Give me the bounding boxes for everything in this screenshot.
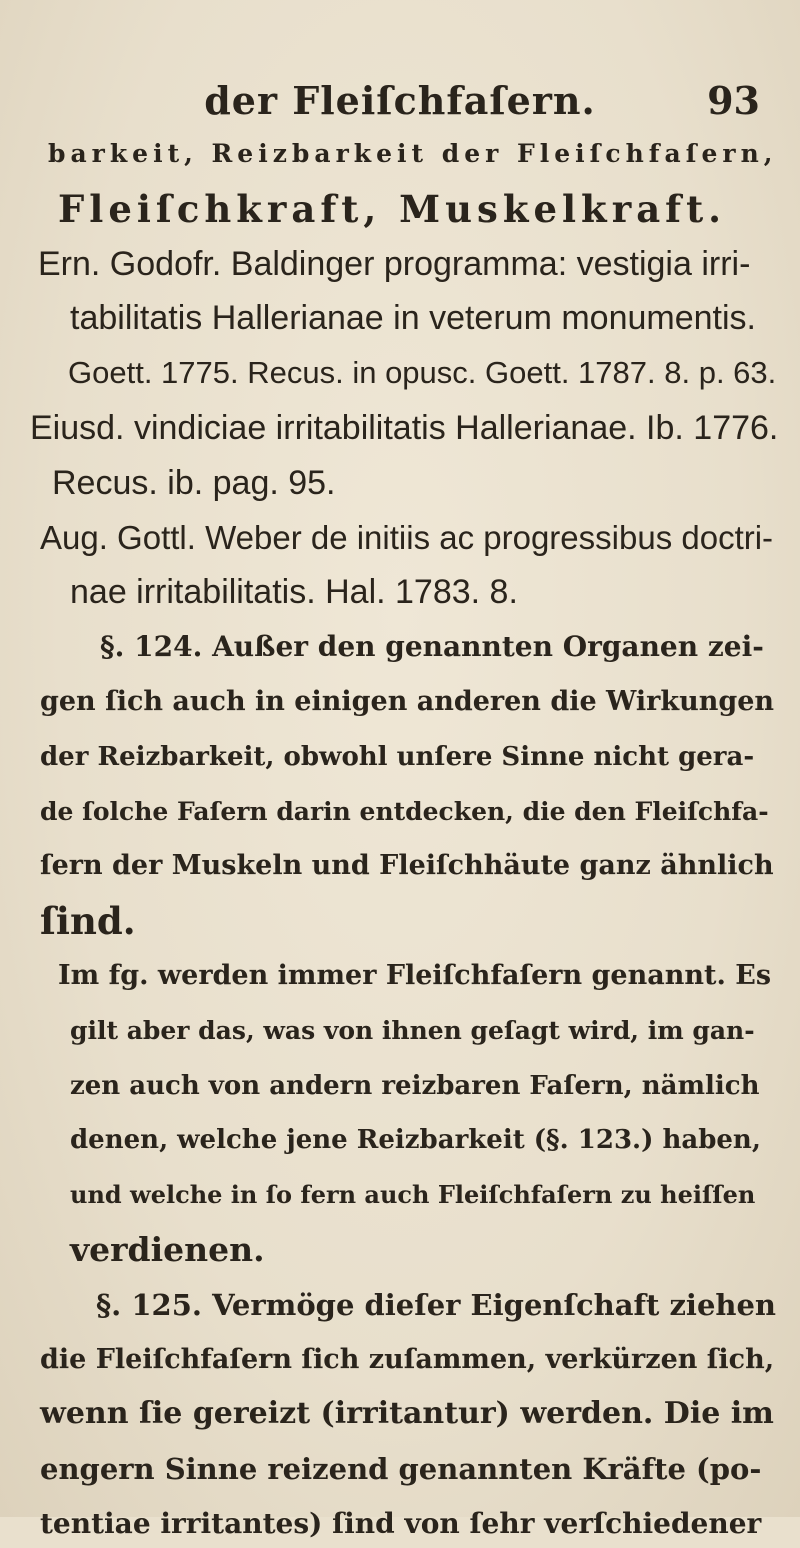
reference-line: Ern. Godofr. Baldinger programma: vestigia irri-	[38, 245, 751, 283]
paragraph-line: ſind.	[40, 899, 136, 943]
paragraph-line: §. 125. Vermöge dieſer Eigenſchaft ziehen	[96, 1288, 777, 1322]
paragraph-line: de ſolche Faſern darin entdecken, die den Fleiſchfa-	[40, 797, 769, 826]
reference-line: Aug. Gottl. Weber de initiis ac progressibus doctri-	[40, 519, 774, 556]
reference-line: Eiusd. vindiciae irritabilitatis Hallerianae. Ib. 1776.	[30, 409, 779, 447]
page-number: 93	[707, 78, 760, 123]
note-line: denen, welche jene Reizbarkeit (§. 123.) haben,	[70, 1125, 761, 1155]
paragraph-line: ſern der Muskeln und Fleiſchhäute ganz ähnlich	[40, 850, 774, 881]
page-header	[0, 78, 800, 128]
note-line: Im fg. werden immer Fleiſchfaſern genannt. Es	[58, 960, 772, 991]
paragraph-line: §. 124. Außer den genannten Organen zei-	[100, 630, 764, 663]
reference-line: Goett. 1775. Recus. in opusc. Goett. 1787. 8. p. 63.	[68, 355, 777, 390]
paragraph-line: die Fleiſchfaſern ſich zuſammen, verkürzen ſich,	[40, 1344, 775, 1375]
paragraph-line: der Reizbarkeit, obwohl unſere Sinne nicht gera-	[40, 742, 755, 772]
running-head: der Fleiſchfaſern.	[204, 78, 596, 123]
text-line: Fleiſchkraft, Muskelkraft.	[58, 187, 727, 231]
paragraph-line: engern Sinne reizend genannten Kräfte (po-	[40, 1452, 762, 1486]
note-line: verdienen.	[70, 1230, 265, 1269]
reference-line: tabilitatis Hallerianae in veterum monumentis.	[70, 299, 756, 337]
reference-line: Recus. ib. pag. 95.	[52, 464, 336, 502]
reference-line: nae irritabilitatis. Hal. 1783. 8.	[70, 573, 518, 611]
note-line: zen auch von andern reizbaren Faſern, nämlich	[70, 1071, 760, 1101]
paragraph-line: wenn ſie gereizt (irritantur) werden. Die im	[40, 1396, 774, 1431]
note-line: gilt aber das, was von ihnen geſagt wird, im gan-	[70, 1016, 755, 1045]
paragraph-line: tentiae irritantes) ſind von ſehr verſchiedener	[40, 1507, 762, 1540]
note-line: und welche in ſo fern auch Fleiſchfaſern zu heiſſen	[70, 1180, 756, 1209]
text-line: barkeit, Reizbarkeit der Fleiſchfaſern,	[48, 139, 778, 168]
paragraph-line: gen ſich auch in einigen anderen die Wirkungen	[40, 686, 775, 717]
